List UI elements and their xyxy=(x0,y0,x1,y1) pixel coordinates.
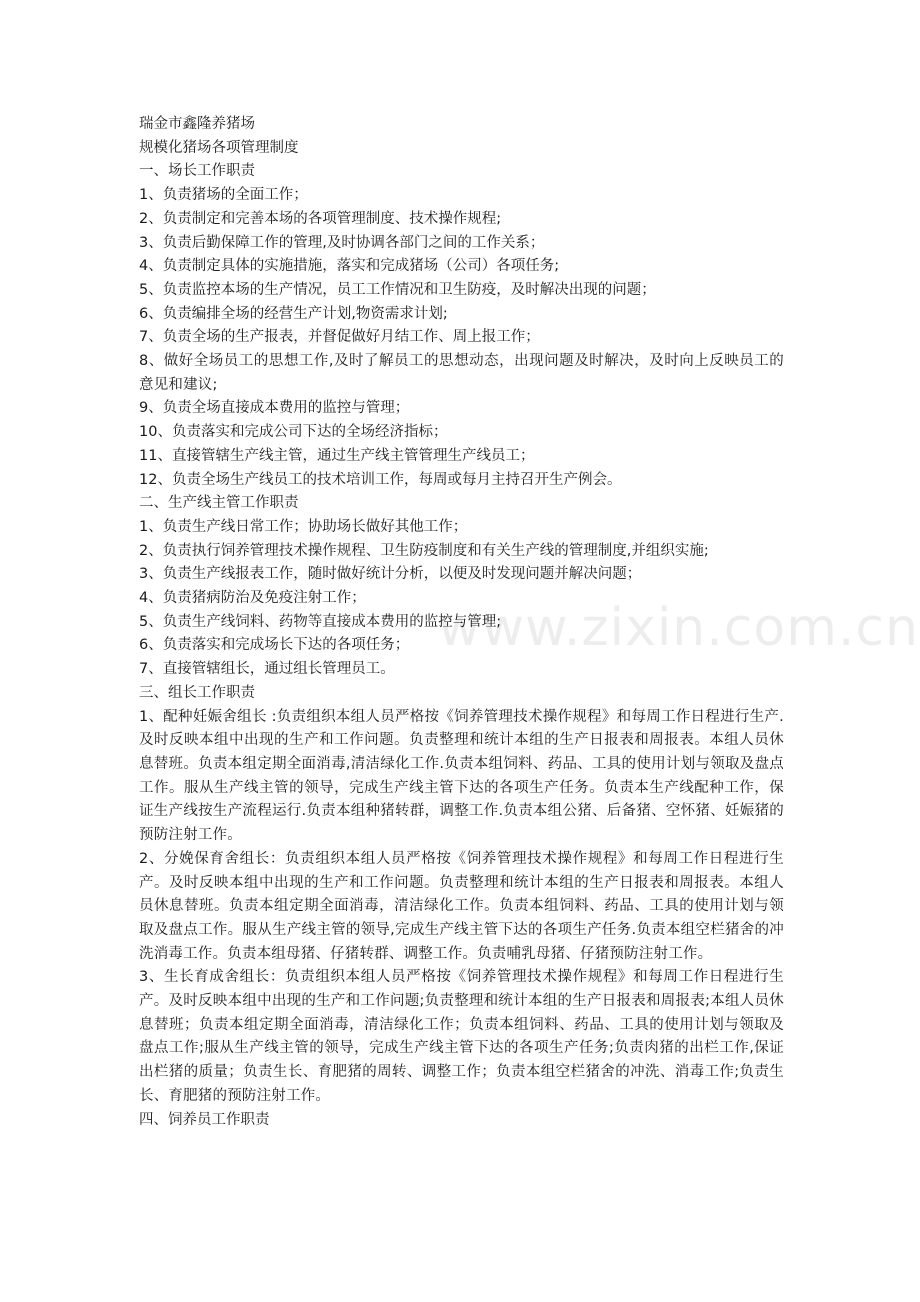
list-item: 8、做好全场员工的思想工作,及时了解员工的思想动态，出现问题及时解决，及时向上反映员工的意见和建议; xyxy=(139,353,784,393)
list-item: 10、负责落实和完成公司下达的全场经济指标； xyxy=(139,424,448,441)
list-item: 4、负责猪病防治及免疫注射工作； xyxy=(139,590,366,607)
list-item: 5、负责监控本场的生产情况，员工工作情况和卫生防疫，及时解决出现的问题； xyxy=(139,281,656,298)
list-item: 2、负责执行饲养管理技术操作规程、卫生防疫制度和有关生产线的管理制度,并组织实施; xyxy=(139,542,709,559)
org-name: 瑞金市鑫隆养猪场 xyxy=(139,116,255,132)
list-item: 2、分娩保育舍组长：负责组织本组人员严格按《饲养管理技术操作规程》和每周工作日程进行生产。及时反映本组中出现的生产和工作问题。负责整理和统计本组的生产日报表和周报表。本组人员休息替班。负责本组定期全面消毒，清洁绿化工作。负责本组饲料、药品、工具的使用计划与领取及盘点工作。服从生产线主管的领导,完成生产线主管下达的各项生产任务.负责本组空栏猪舍的冲洗消毒工作。负责本组母猪、仔猪转群、调整工作。负责哺乳母猪、仔猪预防注射工作。 xyxy=(139,850,784,962)
document-page xyxy=(139,113,784,1132)
list-item: 7、直接管辖组长，通过组长管理员工。 xyxy=(139,661,395,678)
list-item: 9、负责全场直接成本费用的监控与管理； xyxy=(139,400,410,417)
list-item: 1、配种妊娠舍组长 :负责组织本组人员严格按《饲养管理技术操作规程》和每周工作日程进行生产.及时反映本组中出现的生产和工作问题。负责整理和统计本组的生产日报表和周报表。本组人员休息替班。负责本组定期全面消毒,清洁绿化工作.负责本组饲料、药品、工具的使用计划与领取及盘点工作。服从生产线主管的领导，完成生产线主管下达的各项生产任务。负责本生产线配种工作，保证生产线按生产流程运行.负责本组种猪转群，调整工作.负责本组公猪、后备猪、空怀猪、妊娠猪的预防注射工作。 xyxy=(139,708,784,844)
list-item: 3、生长育成舍组长：负责组织本组人员严格按《饲养管理技术操作规程》和每周工作日程进行生产。及时反映本组中出现的生产和工作问题;负责整理和统计本组的生产日报表和周报表;本组人员休息替班；负责本组定期全面消毒，清洁绿化工作；负责本组饲料、药品、工具的使用计划与领取及盘点工作;服从生产线主管的领导，完成生产线主管下达的各项生产任务;负责肉猪的出栏工作,保证出栏猪的质量；负责生长、育肥猪的周转、调整工作；负责本组空栏猪舍的冲洗、消毒工作;负责生长、育肥猪的预防注射工作。 xyxy=(139,969,784,1104)
list-item: 1、负责生产线日常工作；协助场长做好其他工作； xyxy=(139,518,468,535)
list-item: 6、负责编排全场的经营生产计划,物资需求计划; xyxy=(139,305,448,322)
list-item: 4、负责制定具体的实施措施，落实和完成猪场（公司）各项任务; xyxy=(139,258,560,275)
list-item: 12、负责全场生产线员工的技术培训工作，每周或每月主持召开生产例会。 xyxy=(139,471,622,488)
section-heading: 三、组长工作职责 xyxy=(139,684,255,701)
list-item: 2、负责制定和完善本场的各项管理制度、技术操作规程; xyxy=(139,210,502,227)
list-item: 3、负责生产线报表工作，随时做好统计分析，以便及时发现问题并解决问题； xyxy=(139,566,642,583)
section-heading: 四、饲养员工作职责 xyxy=(139,1111,270,1128)
list-item: 5、负责生产线饲料、药物等直接成本费用的监控与管理; xyxy=(139,613,502,630)
list-item: 7、负责全场的生产报表，并督促做好月结工作、周上报工作； xyxy=(139,329,540,346)
watermark: www.zixin.com.cn xyxy=(438,598,919,658)
list-item: 6、负责落实和完成场长下达的各项任务； xyxy=(139,637,410,654)
document-title: 规模化猪场各项管理制度 xyxy=(139,139,299,156)
section-heading: 一、场长工作职责 xyxy=(139,163,255,180)
section-heading: 二、生产线主管工作职责 xyxy=(139,495,299,512)
list-item: 3、负责后勤保障工作的管理,及时协调各部门之间的工作关系； xyxy=(139,234,545,251)
list-item: 11、直接管辖生产线主管，通过生产线主管管理生产线员工； xyxy=(139,447,535,464)
list-item: 1、负责猪场的全面工作； xyxy=(139,187,308,204)
